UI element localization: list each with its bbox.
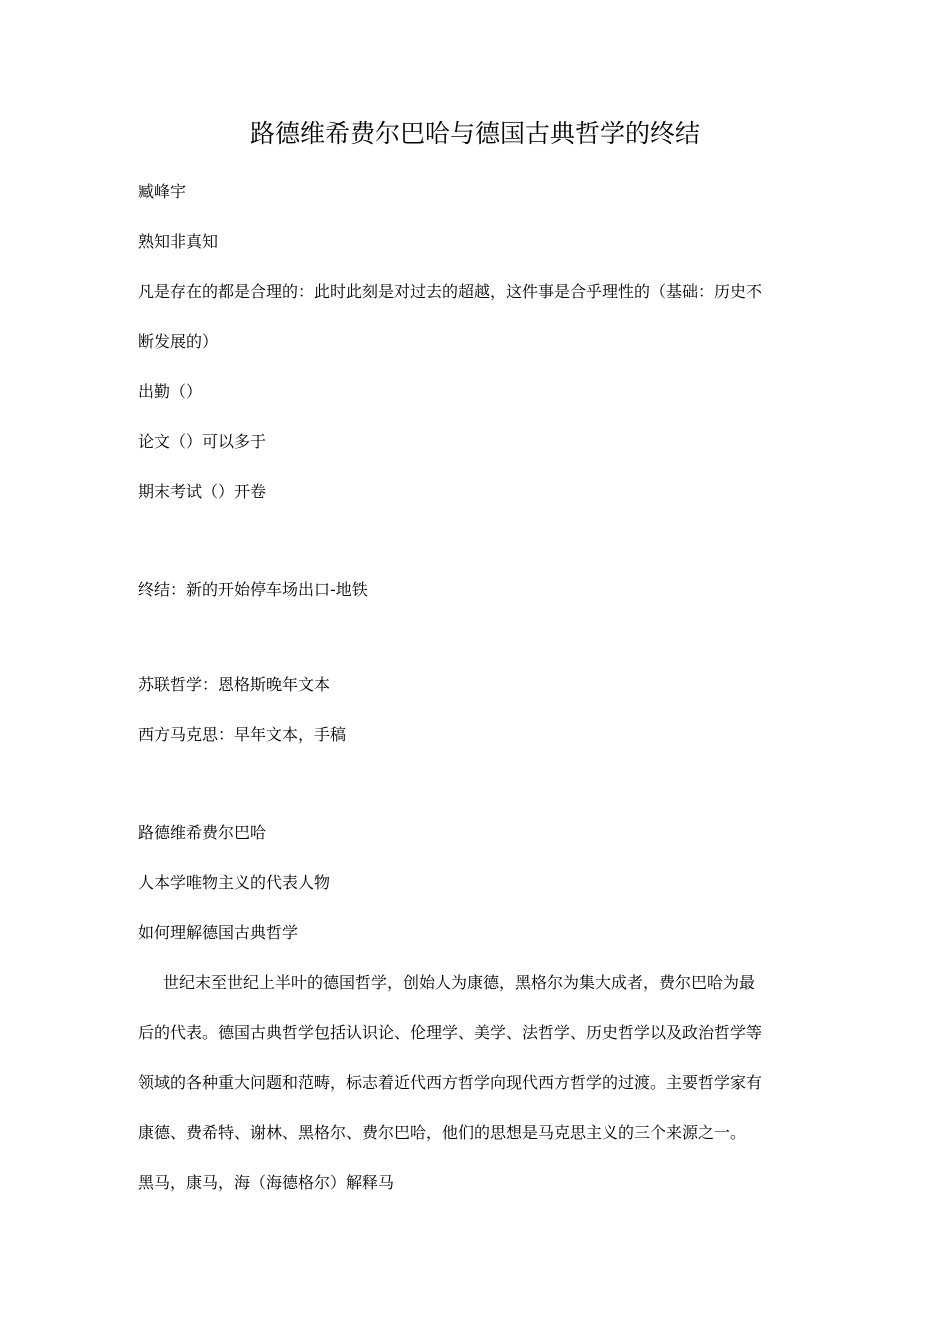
text-line: 论文（）可以多于 (138, 432, 267, 451)
document-title: 路德维希费尔巴哈与德国古典哲学的终结 (249, 119, 700, 148)
text-line: 人本学唯物主义的代表人物 (138, 873, 331, 892)
author-line: 臧峰宇 (138, 182, 187, 201)
text-line: 终结：新的开始停车场出口-地铁 (138, 580, 368, 599)
text-line: 出勤（） (138, 382, 203, 401)
text-line: 熟知非真知 (138, 232, 219, 251)
section-heading: 路德维希费尔巴哈 (138, 823, 267, 842)
paragraph-line: 世纪末至世纪上半叶的德国哲学，创始人为康德，黑格尔为集大成者，费尔巴哈为最 (163, 973, 756, 992)
text-line: 西方马克思：早年文本，手稿 (138, 725, 347, 744)
section-heading: 如何理解德国古典哲学 (138, 923, 299, 942)
paragraph-line: 领域的各种重大问题和范畴，标志着近代西方哲学向现代西方哲学的过渡。主要哲学家有 (138, 1073, 763, 1092)
text-line: 凡是存在的都是合理的：此时此刻是对过去的超越，这件事是合乎理性的（基础：历史不 (138, 282, 763, 301)
paragraph-line: 康德、费希特、谢林、黑格尔、费尔巴哈，他们的思想是马克思主义的三个来源之一。 (138, 1123, 747, 1142)
text-line: 苏联哲学：恩格斯晚年文本 (138, 675, 331, 694)
paragraph-line: 后的代表。德国古典哲学包括认识论、伦理学、美学、法哲学、历史哲学以及政治哲学等 (138, 1023, 763, 1042)
text-line: 断发展的） (138, 332, 219, 351)
text-line: 期末考试（）开卷 (138, 482, 267, 501)
text-line: 黑马，康马，海（海德格尔）解释马 (138, 1173, 395, 1192)
